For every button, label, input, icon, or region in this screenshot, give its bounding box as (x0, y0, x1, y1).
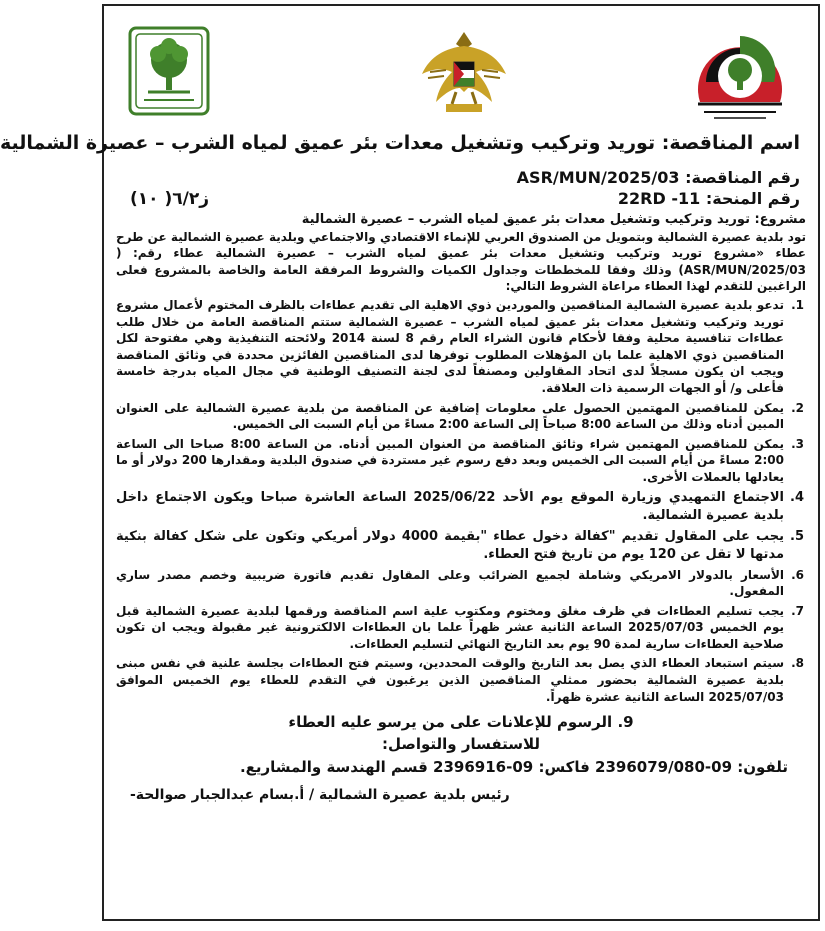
logo-row (104, 14, 818, 124)
intro-paragraph: تود بلدية عصيرة الشمالية وبتمويل من الصندوق العربي للإنماء الاقتصادي والاجتماعي وبلدية عصيرة الشمالية عن طرح عطاء «مشروع توريد وتركيب وتشغيل معدات بئر عميق لمياه الشرب – عصيرة الشمالية عطاء رقم: ( ASR/MUN/2025/03) وذلك وفقا للمخططات وجداول الكميات والشروط المرفقة العامة والخاصة بالمشروع فعلى الراغبين للتقدم لهذا العطاء مراعاة الشروط التالي: (116, 229, 806, 294)
arab-fund-logo-icon (686, 24, 794, 124)
list-item: 7. يجب تسليم العطاءات في ظرف مغلق ومختوم ومكتوب علية اسم المناقصة ورقمها لبلدية عصيرة الشمالية قبل يوم الخميس 2025/07/03 الساعة الثانية عشر ظهراً علما بان العطاءات الالكترونية غير مقبولة ويجب ان تكون صلاحية العطاءات سارية لمدة 90 يوم بعد التاريخ النهائي لتسليم العطاءات. (116, 603, 804, 651)
announcement-body (116, 212, 806, 804)
project-line: مشروع: توريد وتركيب وتشغيل معدات بئر عميق لمياه الشرب – عصيرة الشمالية (301, 212, 806, 227)
list-item: 4. الاجتماع التمهيدي وزيارة الموقع يوم الأحد 2025/06/22 الساعة العاشرة صباحا ويكون الاجتماع داخل بلدية عصيرة الشمالية. (116, 489, 804, 523)
phone-fax-line: تلفون: 09-2396079/080 فاكس: 09-2396916 قسم الهندسة والمشاريع. (239, 758, 788, 777)
list-item: 2. يمكن للمناقصين المهتمين الحصول على معلومات إضافية عن المناقصة من بلدية عصيرة الشمالية على العنوان المبين أدناه وذلك من الساعة 8:00 صباحاً إلى الساعة 2:00 مساءً من أيام السبت الى الخميس. (116, 400, 804, 432)
fees-number: 9. (617, 713, 634, 732)
palestinian-eagle-emblem-icon (416, 22, 512, 122)
grant-number-line (618, 189, 800, 209)
tender-announcement (0, 4, 820, 921)
list-item: 3. يمكن للمناقصين المهتمين شراء وثائق المناقصة من العنوان المبين أدناه. من الساعة 8:00 صباحا الى الساعة 2:00 مساءً من أيام السبت الى الخميس وبعد دفع رسوم غير مستردة في صندوق البلدية ومقدارها 200 دولار أو ما يعادلها بالعملات الأخرى. (116, 436, 804, 484)
fees-line (116, 711, 806, 733)
tender-number-line (517, 168, 800, 188)
tender-number-label: رقم المناقصة: (685, 168, 800, 187)
grant-number: 11- 22RD (617, 189, 701, 208)
grant-number-label: رقم المنحة: (705, 189, 800, 208)
mayor-signature: رئيس بلدية عصيرة الشمالية / أ.بسام عبدالجبار صوالحة- (130, 787, 510, 804)
municipality-tree-emblem-icon (126, 24, 212, 118)
list-item: 1. تدعو بلدية عصيرة الشمالية المناقصين والموردين ذوي الاهلية الى تقديم عطاءات بالظرف المختوم لأعمال مشروع توريد وتركيب وتشغيل معدات بئر عميق لمياه الشرب – عصيرة الشمالية ستتم المناقصة العامة من خلال طلب عطاءات تنافسية محلية وفقا لأحكام قانون الشراء العام رقم 8 لسنة 2014 ولائحته التنفيذية وهي مفتوحة لكل المناقصين ذوي الاهلية علما بان المؤهلات المطلوب توفرها لدى المناقصين الفائزين محددة في وثائق المناقصة ويجب ان يكون مسجلاً لدى اتحاد المقاولين ومصنفاً لدى لجنة التصنيف الوطنية في مجال المياه بدرجة خامسة فأعلى و/ أو الجهات الرسمية ذات العلاقة. (116, 297, 804, 395)
ad-reference: ز٦/٢( ١٠) (130, 189, 210, 209)
list-item: 8. سيتم استبعاد العطاء الذي يصل بعد التاريخ والوقت المحددين، وسيتم فتح العطاءات بجلسة علنية في نفس مبنى بلدية عصيرة الشمالية بحضور ممثلي المناقصين الذين يرغبون في التقدم للعطاء يوم الخميس الموافق 2025/07/03 الساعة الثانية عشرة ظهراً. (116, 656, 804, 704)
list-item: 6. الأسعار بالدولار الامريكي وشاملة لجميع الضرائب وعلى المقاول تقديم فاتورة ضريبية وخصم مصدر ساري المفعول. (116, 567, 804, 599)
list-item: 5. يجب على المقاول تقديم "كفالة دخول عطاء "بقيمة 4000 دولار أمريكي وتكون على شكل كفالة بنكية مدتها لا تقل عن 120 يوم من تاريخ فتح العطاء. (116, 528, 804, 562)
contact-heading: للاستفسار والتواصل: (381, 735, 541, 754)
fees-text: الرسوم للإعلانات على من يرسو عليه العطاء (288, 713, 613, 732)
tender-number: ASR/MUN/2025/03 (516, 168, 680, 187)
tender-title: اسم المناقصة: توريد وتركيب وتشغيل معدات بئر عميق لمياه الشرب – عصيرة الشمالية (0, 132, 800, 154)
conditions-list (116, 297, 806, 705)
